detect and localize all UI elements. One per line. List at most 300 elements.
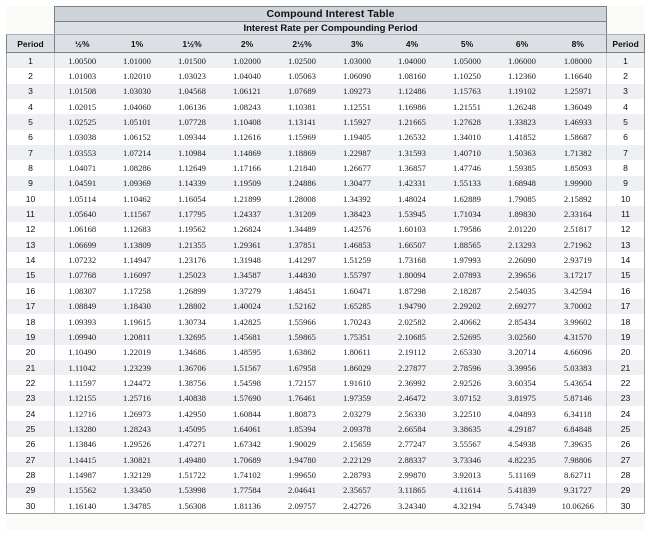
factor-cell: 1.68948	[495, 176, 550, 191]
factor-cell: 1.11042	[55, 360, 110, 375]
factor-cell: 1.00500	[55, 53, 110, 69]
table-row	[7, 421, 645, 436]
table-row	[7, 375, 645, 390]
factor-cell: 1.18869	[275, 145, 330, 160]
factor-cell: 1.60844	[220, 406, 275, 421]
factor-cell: 1.62889	[440, 191, 495, 206]
factor-cell: 1.31948	[220, 252, 275, 267]
period-cell-right: 14	[607, 252, 645, 267]
period-cell-left: 5	[7, 114, 55, 129]
factor-cell: 5.87146	[550, 391, 607, 406]
factor-cell: 1.02525	[55, 114, 110, 129]
factor-cell: 1.32695	[165, 329, 220, 344]
factor-cell: 1.09344	[165, 130, 220, 145]
factor-cell: 2.65330	[440, 345, 495, 360]
factor-cell: 4.82235	[495, 452, 550, 467]
period-cell-right: 17	[607, 299, 645, 314]
factor-cell: 1.38756	[165, 375, 220, 390]
factor-cell: 1.04568	[165, 84, 220, 99]
factor-cell: 1.41297	[275, 252, 330, 267]
factor-cell: 2.29202	[440, 299, 495, 314]
factor-cell: 2.09378	[330, 421, 385, 436]
factor-cell: 1.28243	[110, 421, 165, 436]
factor-cell: 1.42825	[220, 314, 275, 329]
factor-cell: 1.09393	[55, 314, 110, 329]
factor-cell: 1.67958	[275, 360, 330, 375]
table-row	[7, 498, 645, 514]
factor-cell: 2.36992	[385, 375, 440, 390]
factor-cell: 1.05114	[55, 191, 110, 206]
factor-cell: 1.17795	[165, 206, 220, 221]
factor-cell: 1.38423	[330, 206, 385, 221]
factor-cell: 1.05640	[55, 206, 110, 221]
period-cell-right: 1	[607, 53, 645, 69]
period-cell-left: 2	[7, 68, 55, 83]
table-row	[7, 437, 645, 452]
factor-cell: 1.04071	[55, 160, 110, 175]
factor-cell: 1.01003	[55, 68, 110, 83]
factor-cell: 1.42576	[330, 222, 385, 237]
factor-cell: 1.60471	[330, 283, 385, 298]
factor-cell: 1.23239	[110, 360, 165, 375]
factor-cell: 1.21355	[165, 237, 220, 252]
factor-cell: 1.42950	[165, 406, 220, 421]
factor-cell: 1.58687	[550, 130, 607, 145]
period-cell-right: 7	[607, 145, 645, 160]
period-cell-left: 13	[7, 237, 55, 252]
factor-cell: 1.67342	[220, 437, 275, 452]
table-row	[7, 237, 645, 252]
factor-cell: 2.13293	[495, 237, 550, 252]
factor-cell: 1.99900	[550, 176, 607, 191]
factor-cell: 1.26532	[385, 130, 440, 145]
factor-cell: 1.01500	[165, 53, 220, 69]
factor-cell: 1.54598	[220, 375, 275, 390]
factor-cell: 1.37851	[275, 237, 330, 252]
factor-cell: 1.71382	[550, 145, 607, 160]
period-cell-right: 25	[607, 421, 645, 436]
period-cell-left: 22	[7, 375, 55, 390]
factor-cell: 1.75351	[330, 329, 385, 344]
period-cell-left: 24	[7, 406, 55, 421]
factor-cell: 1.88565	[440, 237, 495, 252]
factor-cell: 1.87298	[385, 283, 440, 298]
table-row	[7, 252, 645, 267]
factor-cell: 4.11614	[440, 483, 495, 498]
factor-cell: 1.09940	[55, 329, 110, 344]
period-cell-right: 16	[607, 283, 645, 298]
factor-cell: 1.37279	[220, 283, 275, 298]
factor-cell: 2.03279	[330, 406, 385, 421]
table-row	[7, 68, 645, 83]
factor-cell: 1.06136	[165, 99, 220, 114]
factor-cell: 1.23176	[165, 252, 220, 267]
factor-cell: 1.03553	[55, 145, 110, 160]
period-cell-left: 10	[7, 191, 55, 206]
period-cell-left: 7	[7, 145, 55, 160]
factor-cell: 1.34686	[165, 345, 220, 360]
factor-cell: 1.06699	[55, 237, 110, 252]
factor-cell: 1.20811	[110, 329, 165, 344]
factor-cell: 1.14869	[220, 145, 275, 160]
factor-cell: 3.55567	[440, 437, 495, 452]
table-row	[7, 53, 645, 69]
factor-cell: 1.09273	[330, 84, 385, 99]
factor-cell: 2.92526	[440, 375, 495, 390]
table-row	[7, 191, 645, 206]
table-row	[7, 130, 645, 145]
compound-interest-table	[6, 6, 645, 514]
factor-cell: 6.84848	[550, 421, 607, 436]
factor-cell: 2.01220	[495, 222, 550, 237]
rate-header: 3%	[330, 35, 385, 53]
factor-cell: 1.05101	[110, 114, 165, 129]
factor-cell: 1.55133	[440, 176, 495, 191]
factor-cell: 1.01508	[55, 84, 110, 99]
factor-cell: 2.27877	[385, 360, 440, 375]
factor-cell: 1.16640	[550, 68, 607, 83]
factor-cell: 1.65285	[330, 299, 385, 314]
factor-cell: 3.70002	[550, 299, 607, 314]
factor-cell: 1.12716	[55, 406, 110, 421]
period-cell-right: 18	[607, 314, 645, 329]
rate-header: 2%	[220, 35, 275, 53]
factor-cell: 1.79586	[440, 222, 495, 237]
factor-cell: 1.53998	[165, 483, 220, 498]
factor-cell: 1.22019	[110, 345, 165, 360]
factor-cell: 1.10490	[55, 345, 110, 360]
factor-cell: 1.15562	[55, 483, 110, 498]
factor-cell: 7.39635	[550, 437, 607, 452]
factor-cell: 1.59865	[275, 329, 330, 344]
table-row	[7, 452, 645, 467]
factor-cell: 1.80611	[330, 345, 385, 360]
factor-cell: 1.10381	[275, 99, 330, 114]
factor-cell: 2.51817	[550, 222, 607, 237]
factor-cell: 2.56330	[385, 406, 440, 421]
period-cell-right: 20	[607, 345, 645, 360]
factor-cell: 1.36857	[385, 160, 440, 175]
period-cell-right: 15	[607, 268, 645, 283]
factor-cell: 1.06121	[220, 84, 275, 99]
factor-cell: 1.44830	[275, 268, 330, 283]
rate-header: 8%	[550, 35, 607, 53]
period-cell-left: 3	[7, 84, 55, 99]
factor-cell: 1.71034	[440, 206, 495, 221]
factor-cell: 1.72157	[275, 375, 330, 390]
factor-cell: 1.33823	[495, 114, 550, 129]
period-cell-right: 3	[607, 84, 645, 99]
period-cell-right: 23	[607, 391, 645, 406]
factor-cell: 2.28793	[330, 467, 385, 482]
factor-cell: 1.13141	[275, 114, 330, 129]
factor-cell: 1.50363	[495, 145, 550, 160]
factor-cell: 1.06000	[495, 53, 550, 69]
factor-cell: 1.70689	[220, 452, 275, 467]
period-cell-right: 9	[607, 176, 645, 191]
factor-cell: 2.02582	[385, 314, 440, 329]
factor-cell: 1.51259	[330, 252, 385, 267]
factor-cell: 1.34587	[220, 268, 275, 283]
factor-cell: 1.85093	[550, 160, 607, 175]
factor-cell: 2.19112	[385, 345, 440, 360]
factor-cell: 1.77584	[220, 483, 275, 498]
factor-cell: 3.17217	[550, 268, 607, 283]
factor-cell: 1.40838	[165, 391, 220, 406]
period-cell-right: 27	[607, 452, 645, 467]
factor-cell: 1.26248	[495, 99, 550, 114]
factor-cell: 2.09757	[275, 498, 330, 514]
factor-cell: 1.29526	[110, 437, 165, 452]
factor-cell: 1.12683	[110, 222, 165, 237]
factor-cell: 5.43654	[550, 375, 607, 390]
factor-cell: 4.66096	[550, 345, 607, 360]
factor-cell: 1.12616	[220, 130, 275, 145]
factor-cell: 3.39956	[495, 360, 550, 375]
factor-cell: 3.22510	[440, 406, 495, 421]
factor-cell: 2.10685	[385, 329, 440, 344]
factor-cell: 1.08160	[385, 68, 440, 83]
factor-cell: 1.12649	[165, 160, 220, 175]
factor-cell: 1.16140	[55, 498, 110, 514]
factor-cell: 4.54938	[495, 437, 550, 452]
factor-cell: 1.13280	[55, 421, 110, 436]
factor-cell: 1.47746	[440, 160, 495, 175]
factor-cell: 1.70243	[330, 314, 385, 329]
factor-cell: 5.03383	[550, 360, 607, 375]
period-cell-left: 21	[7, 360, 55, 375]
factor-cell: 8.62711	[550, 467, 607, 482]
factor-cell: 2.15659	[330, 437, 385, 452]
factor-cell: 1.25971	[550, 84, 607, 99]
factor-cell: 1.12551	[330, 99, 385, 114]
factor-cell: 1.76461	[275, 391, 330, 406]
factor-cell: 1.02010	[110, 68, 165, 83]
factor-cell: 1.15969	[275, 130, 330, 145]
period-cell-left: 9	[7, 176, 55, 191]
factor-cell: 1.10408	[220, 114, 275, 129]
factor-cell: 1.24472	[110, 375, 165, 390]
table-row	[7, 329, 645, 344]
table-row	[7, 406, 645, 421]
factor-cell: 2.88337	[385, 452, 440, 467]
factor-cell: 1.19562	[165, 222, 220, 237]
period-cell-right: 6	[607, 130, 645, 145]
factor-cell: 1.19509	[220, 176, 275, 191]
factor-cell: 1.97359	[330, 391, 385, 406]
factor-cell: 5.74349	[495, 498, 550, 514]
factor-cell: 2.71962	[550, 237, 607, 252]
factor-cell: 1.30821	[110, 452, 165, 467]
factor-cell: 1.19102	[495, 84, 550, 99]
factor-cell: 1.06152	[110, 130, 165, 145]
factor-cell: 2.85434	[495, 314, 550, 329]
factor-cell: 2.66584	[385, 421, 440, 436]
period-cell-left: 26	[7, 437, 55, 452]
table-row	[7, 160, 645, 175]
factor-cell: 1.15763	[440, 84, 495, 99]
factor-cell: 1.12360	[495, 68, 550, 83]
factor-cell: 1.02015	[55, 99, 110, 114]
factor-cell: 1.97993	[440, 252, 495, 267]
table-body	[7, 53, 645, 514]
table-row	[7, 283, 645, 298]
factor-cell: 1.59385	[495, 160, 550, 175]
rate-header: 6%	[495, 35, 550, 53]
table-subtitle: Interest Rate per Compounding Period	[55, 22, 607, 35]
factor-cell: 1.56308	[165, 498, 220, 514]
factor-cell: 1.66507	[385, 237, 440, 252]
factor-cell: 1.14947	[110, 252, 165, 267]
factor-cell: 1.30734	[165, 314, 220, 329]
table-title: Compound Interest Table	[55, 7, 607, 22]
factor-cell: 1.60103	[385, 222, 440, 237]
period-cell-left: 11	[7, 206, 55, 221]
factor-cell: 1.14415	[55, 452, 110, 467]
factor-cell: 2.78596	[440, 360, 495, 375]
table-row	[7, 114, 645, 129]
table-row	[7, 391, 645, 406]
period-cell-right: 22	[607, 375, 645, 390]
factor-cell: 1.08243	[220, 99, 275, 114]
factor-cell: 1.47271	[165, 437, 220, 452]
factor-cell: 1.80094	[385, 268, 440, 283]
period-cell-left: 20	[7, 345, 55, 360]
factor-cell: 1.51722	[165, 467, 220, 482]
factor-cell: 2.42726	[330, 498, 385, 514]
factor-cell: 3.60354	[495, 375, 550, 390]
rate-header: 4%	[385, 35, 440, 53]
factor-cell: 3.81975	[495, 391, 550, 406]
factor-cell: 2.04641	[275, 483, 330, 498]
factor-cell: 1.91610	[330, 375, 385, 390]
factor-cell: 1.26973	[110, 406, 165, 421]
period-cell-left: 8	[7, 160, 55, 175]
factor-cell: 1.16986	[385, 99, 440, 114]
factor-cell: 1.07768	[55, 268, 110, 283]
factor-cell: 1.79085	[495, 191, 550, 206]
factor-cell: 1.46933	[550, 114, 607, 129]
factor-cell: 1.21899	[220, 191, 275, 206]
factor-cell: 1.80873	[275, 406, 330, 421]
table-row	[7, 268, 645, 283]
factor-cell: 3.20714	[495, 345, 550, 360]
factor-cell: 1.89830	[495, 206, 550, 221]
period-header-left: Period	[7, 35, 55, 53]
factor-cell: 1.04000	[385, 53, 440, 69]
factor-cell: 1.30477	[330, 176, 385, 191]
factor-cell: 1.53945	[385, 206, 440, 221]
factor-cell: 1.26677	[330, 160, 385, 175]
factor-cell: 1.02500	[275, 53, 330, 69]
period-header-right: Period	[607, 35, 645, 53]
factor-cell: 2.22129	[330, 452, 385, 467]
table-row	[7, 176, 645, 191]
factor-cell: 1.55797	[330, 268, 385, 283]
table-row	[7, 314, 645, 329]
factor-cell: 1.29361	[220, 237, 275, 252]
factor-cell: 1.40710	[440, 145, 495, 160]
factor-cell: 2.35657	[330, 483, 385, 498]
table-row	[7, 483, 645, 498]
period-cell-right: 28	[607, 467, 645, 482]
factor-cell: 1.07689	[275, 84, 330, 99]
factor-cell: 10.06266	[550, 498, 607, 514]
factor-cell: 2.40662	[440, 314, 495, 329]
factor-cell: 2.39656	[495, 268, 550, 283]
factor-cell: 3.92013	[440, 467, 495, 482]
factor-cell: 2.69277	[495, 299, 550, 314]
period-cell-right: 30	[607, 498, 645, 514]
factor-cell: 1.15927	[330, 114, 385, 129]
factor-cell: 1.14987	[55, 467, 110, 482]
factor-cell: 6.34118	[550, 406, 607, 421]
period-cell-left: 30	[7, 498, 55, 514]
factor-cell: 1.13846	[55, 437, 110, 452]
period-cell-left: 27	[7, 452, 55, 467]
factor-cell: 1.25023	[165, 268, 220, 283]
table-row	[7, 84, 645, 99]
rate-header: ½%	[55, 35, 110, 53]
factor-cell: 3.99602	[550, 314, 607, 329]
rate-header: 5%	[440, 35, 495, 53]
factor-cell: 7.98806	[550, 452, 607, 467]
factor-cell: 4.31570	[550, 329, 607, 344]
rate-header: 2½%	[275, 35, 330, 53]
factor-cell: 1.26824	[220, 222, 275, 237]
factor-cell: 1.10462	[110, 191, 165, 206]
factor-cell: 1.22987	[330, 145, 385, 160]
factor-cell: 1.07232	[55, 252, 110, 267]
factor-cell: 1.19615	[110, 314, 165, 329]
period-cell-right: 11	[607, 206, 645, 221]
rate-header: 1½%	[165, 35, 220, 53]
factor-cell: 1.26899	[165, 283, 220, 298]
period-cell-left: 16	[7, 283, 55, 298]
factor-cell: 1.48451	[275, 283, 330, 298]
period-cell-left: 12	[7, 222, 55, 237]
factor-cell: 1.08000	[550, 53, 607, 69]
factor-cell: 1.03030	[110, 84, 165, 99]
factor-cell: 1.05000	[440, 53, 495, 69]
factor-cell: 1.24337	[220, 206, 275, 221]
factor-cell: 1.08849	[55, 299, 110, 314]
table-row	[7, 222, 645, 237]
factor-cell: 1.03023	[165, 68, 220, 83]
factor-cell: 1.55966	[275, 314, 330, 329]
factor-cell: 1.32129	[110, 467, 165, 482]
factor-cell: 1.01000	[110, 53, 165, 69]
factor-cell: 1.17166	[220, 160, 275, 175]
factor-cell: 3.42594	[550, 283, 607, 298]
factor-cell: 1.36706	[165, 360, 220, 375]
period-cell-right: 13	[607, 237, 645, 252]
factor-cell: 3.02560	[495, 329, 550, 344]
period-cell-left: 25	[7, 421, 55, 436]
factor-cell: 1.51567	[220, 360, 275, 375]
period-cell-right: 2	[607, 68, 645, 83]
period-cell-left: 19	[7, 329, 55, 344]
factor-cell: 1.19405	[330, 130, 385, 145]
table-row	[7, 99, 645, 114]
table-row	[7, 206, 645, 221]
factor-cell: 1.05063	[275, 68, 330, 83]
period-cell-right: 12	[607, 222, 645, 237]
factor-cell: 1.18430	[110, 299, 165, 314]
factor-cell: 5.41839	[495, 483, 550, 498]
table-row	[7, 145, 645, 160]
factor-cell: 1.03000	[330, 53, 385, 69]
